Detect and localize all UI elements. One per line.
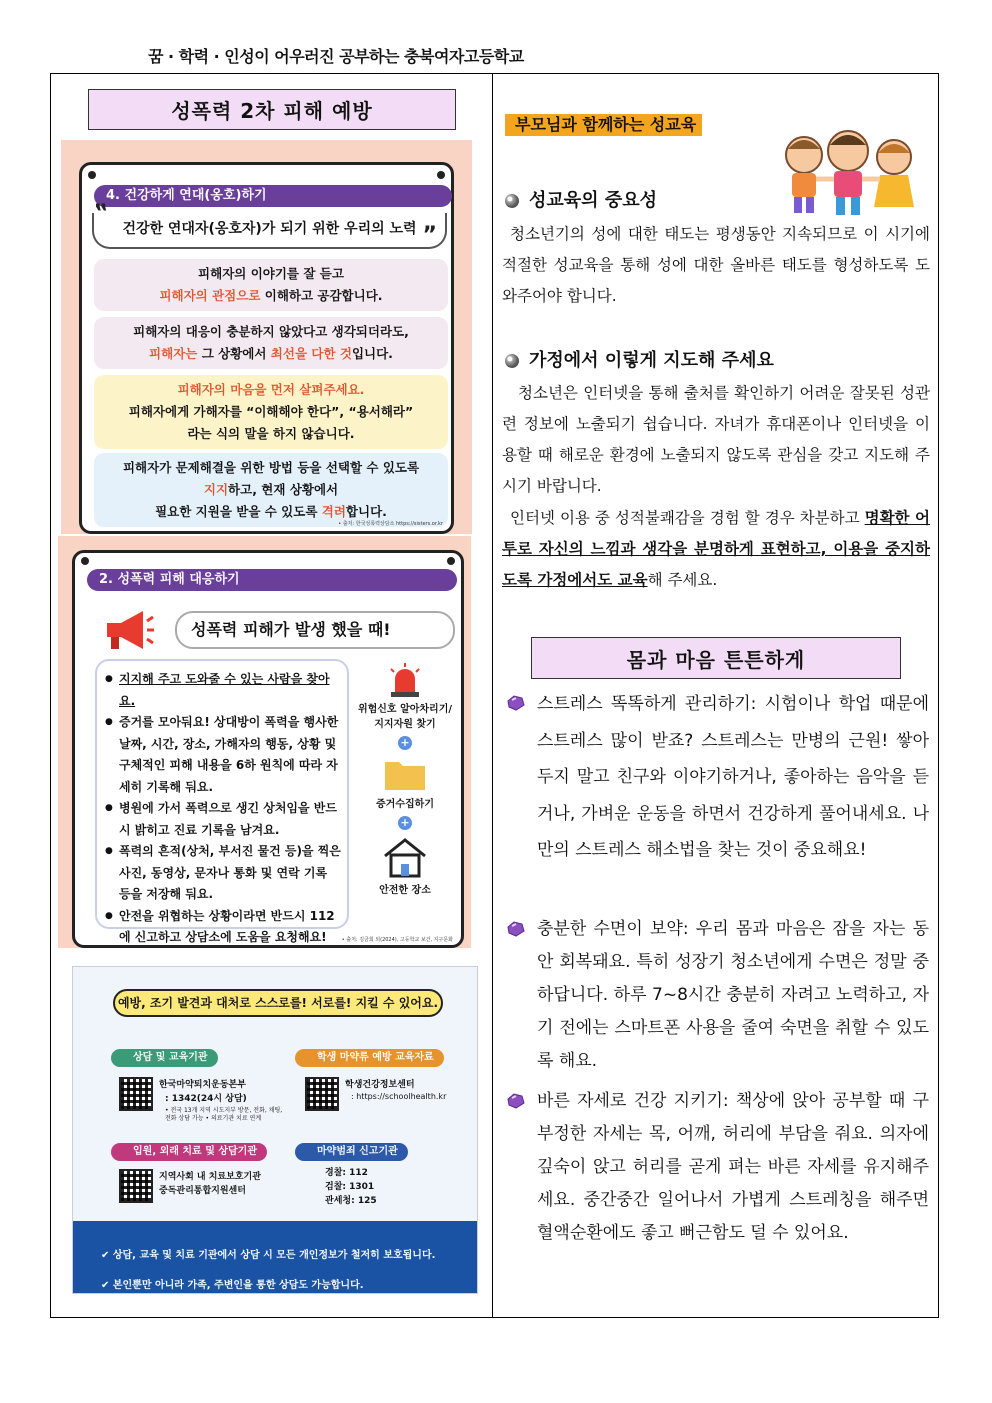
poster-box bbox=[94, 259, 448, 311]
list-item-text: 안전을 위협하는 상황이라면 반드시 112에 신고하고 상담소에 도움을 요청해요! bbox=[119, 908, 335, 944]
quote-open-icon: ‟ bbox=[94, 201, 109, 226]
box-text: 피해자에게 가해자를 “이해해야 한다”, “용서해라” bbox=[128, 404, 414, 419]
org-url: : https://schoolhealth.kr bbox=[351, 1092, 447, 1101]
poster-card bbox=[72, 550, 464, 948]
paragraph-text: 인터넷 이용 중 성적불쾌감을 경험 할 경우 차분하고 bbox=[510, 509, 865, 527]
step-label: 안전한 장소 bbox=[379, 885, 431, 896]
box-text: 그 상황에서 bbox=[197, 346, 271, 361]
box-text: 입니다. bbox=[351, 346, 393, 361]
list-item bbox=[105, 798, 341, 841]
folder-icon bbox=[383, 756, 427, 792]
heading-importance bbox=[505, 186, 657, 212]
box-text: 필요한 지원을 받을 수 있도록 bbox=[155, 504, 322, 519]
poster-headline: 성폭력 피해가 발생 했을 때! bbox=[175, 611, 455, 649]
response-steps bbox=[355, 663, 455, 896]
heading-text: 성교육의 중요성 bbox=[529, 190, 657, 211]
poster-bar: 4. 건강하게 연대(옹호)하기 bbox=[94, 185, 452, 207]
pin-dot bbox=[447, 557, 455, 565]
footer-note: ✔ 본인뿐만 아니라 가족, 주변인을 통한 상담도 가능합니다. bbox=[101, 1280, 364, 1291]
megaphone-icon bbox=[103, 609, 155, 653]
paragraph-internet bbox=[502, 503, 930, 596]
box-text: 합니다. bbox=[345, 504, 387, 519]
highlight-text: 피해자의 마음을 먼저 살펴주세요. bbox=[177, 382, 365, 397]
org-name: 한국마약퇴치운동본부 bbox=[159, 1080, 246, 1090]
poster-card bbox=[79, 162, 454, 534]
poster-quote-title: 건강한 연대자(옹호자)가 되기 위한 우리의 노력 bbox=[92, 213, 447, 249]
gem-bullet-icon bbox=[506, 921, 526, 937]
plus-icon: + bbox=[398, 736, 412, 750]
emphasis-text: 명확한 어투로 자신의 느낌과 생각을 분명하게 표현하고, 이용을 중지하도록 가정에서도 교육 bbox=[502, 509, 930, 589]
org-name: 지역사회 내 치료보호기관 bbox=[159, 1172, 261, 1182]
pin-dot bbox=[81, 557, 89, 565]
category-tag: 마약범죄 신고기관 bbox=[295, 1143, 408, 1161]
report-police: 경찰: 112 bbox=[325, 1168, 368, 1178]
org-name: 학생건강정보센터 bbox=[345, 1080, 415, 1090]
gem-bullet-icon bbox=[506, 1093, 526, 1109]
list-item-text: 폭력의 흔적(상처, 부서진 물건 등)을 찍은 사진, 동영상, 문자나 통화 및 연락 기록 등을 저장해 둬요. bbox=[119, 844, 341, 901]
paragraph-text: 해 주세요. bbox=[647, 571, 718, 589]
poster-box bbox=[94, 453, 448, 527]
category-tag: 입원, 외래 치료 및 상담기관 bbox=[111, 1143, 267, 1161]
box-text bbox=[94, 343, 448, 365]
box-text bbox=[94, 285, 448, 307]
category-tag: 학생 마약류 예방 교육자료 bbox=[295, 1049, 444, 1067]
poster-response bbox=[58, 536, 471, 948]
paragraph-importance: 청소년기의 성에 대한 태도는 평생동안 지속되므로 이 시기에 적절한 성교육을 통해 성에 대한 올바른 태도를 형성하도록 도와주어야 합니다. bbox=[502, 225, 930, 305]
footer-note: ✔ 상담, 교육 및 치료 기관에서 상담 시 모든 개인정보가 철저히 보호됩니다. bbox=[101, 1250, 436, 1261]
highlight-text: 지지 bbox=[203, 482, 229, 497]
paragraph-home-guidance: 청소년은 인터넷을 통해 출처를 확인하기 어려운 잘못된 성관련 정보에 노출되기 쉽습니다. 자녀가 휴대폰이나 인터넷을 이용할 때 해로운 환경에 노출되지 않도록 관심을 갖고 지도해 주시기 바랍니다. bbox=[502, 384, 930, 495]
org-note: • 전국 13개 지역 시도지부 방문, 전화, 채팅, 전화 상담 가능 • 의료기관 치료 연계 bbox=[165, 1107, 283, 1122]
box-text: 피해자의 이야기를 잘 듣고 bbox=[198, 266, 344, 281]
health-item-posture: 바른 자세로 건강 지키기: 책상에 앉아 공부할 때 구부정한 자세는 목, 어깨, 허리에 부담을 줘요. 의자에 깊숙이 앉고 허리를 곧게 펴는 바른 자세를 유지해주세요. 중간중간 일어나서 가볍게 스트레칭을 해주면 혈액순환에도 좋고 뻐근함도 덜 수 있어요. bbox=[537, 1091, 929, 1243]
plus-icon: + bbox=[398, 816, 412, 830]
box-text: 이해하고 공감합니다. bbox=[260, 288, 383, 303]
heading-text: 가정에서 이렇게 지도해 주세요 bbox=[529, 350, 774, 371]
list-item-text: 증거를 모아둬요! 상대방이 폭력을 행사한 날짜, 시간, 장소, 가해자의 행동, 상황 및 구체적인 피해 내용을 6하 원칙에 따라 자세히 기록해 둬요. bbox=[119, 715, 339, 794]
report-customs: 관세청: 125 bbox=[325, 1196, 377, 1206]
org-phone: : 1342(24시 상담) bbox=[165, 1094, 247, 1104]
poster-solidarity bbox=[61, 140, 472, 534]
pin-dot bbox=[437, 171, 445, 179]
quote-close-icon: ” bbox=[422, 223, 437, 248]
circle-bullet-icon bbox=[505, 354, 519, 368]
list-item bbox=[105, 669, 341, 712]
step-label: 위험신호 알아차리기/ 지지자원 찾기 bbox=[357, 704, 453, 730]
circle-bullet-icon bbox=[505, 194, 519, 208]
poster-drug-prevention bbox=[72, 966, 478, 1294]
right-section-title: 부모님과 함께하는 성교육 bbox=[505, 114, 702, 136]
box-text: 피해자의 대응이 충분하지 않았다고 생각되더라도, bbox=[133, 324, 409, 339]
poster-box bbox=[94, 375, 448, 449]
left-section-title: 성폭력 2차 피해 예방 bbox=[88, 89, 456, 130]
list-item bbox=[105, 841, 341, 906]
poster-bar: 2. 성폭력 피해 대응하기 bbox=[87, 569, 457, 591]
highlight-text: 피해자의 관점으로 bbox=[159, 288, 261, 303]
pin-dot bbox=[88, 171, 96, 179]
gem-bullet-icon bbox=[506, 695, 526, 711]
qr-code bbox=[305, 1077, 339, 1111]
qr-code bbox=[119, 1077, 153, 1111]
highlight-text: 최선을 다한 것 bbox=[270, 346, 352, 361]
box-text bbox=[94, 479, 448, 501]
health-section-title: 몸과 마음 튼튼하게 bbox=[531, 637, 901, 679]
health-item-sleep: 충분한 수면이 보약: 우리 몸과 마음은 잠을 자는 동안 회복돼요. 특히 성장기 청소년에게 수면은 정말 중 하답니다. 하루 7~8시간 충분히 자려고 노력하고, 자기 전에는 스마트폰 사용을 줄여 숙면을 취할 수 있도록 해요. bbox=[537, 919, 929, 1071]
poster-source: • 출처: 한국성폭력상담소 https://sisters.or.kr bbox=[338, 521, 443, 527]
list-item bbox=[105, 712, 341, 798]
poster-footer bbox=[73, 1221, 478, 1294]
org-name: 중독관리통합지원센터 bbox=[159, 1186, 246, 1196]
list-item-text: 지지해 주고 도와줄 수 있는 사람을 찾아요. bbox=[119, 672, 330, 708]
step-label: 증거수집하기 bbox=[376, 799, 434, 810]
house-icon bbox=[381, 836, 429, 878]
heading-home-guidance bbox=[505, 346, 774, 372]
report-prosecution: 검찰: 1301 bbox=[325, 1182, 375, 1192]
box-text: 라는 식의 말을 하지 않습니다. bbox=[187, 426, 355, 441]
poster-banner: 예방, 조기 발견과 대처로 스스로를! 서로를! 지킬 수 있어요. bbox=[113, 989, 443, 1017]
poster-source: • 출처: 김금희 외(2024), 고등학교 보건, 지구문화 bbox=[341, 937, 453, 943]
box-text: 하고, 현재 상황에서 bbox=[228, 482, 339, 497]
health-item-stress: 스트레스 똑똑하게 관리하기: 시험이나 학업 때문에 스트레스 많이 받죠? 스트레스는 만병의 근원! 쌓아두지 말고 친구와 이야기하거나, 좋아하는 음악을 듣거나, 가벼운 운동을 하면서 건강하게 풀어내세요. 나만의 스트레스 해소법을 찾는 것이 중요해요! bbox=[537, 694, 929, 860]
highlight-text: 피해자는 bbox=[149, 346, 198, 361]
qr-code bbox=[119, 1169, 153, 1203]
category-tag: 상담 및 교육기관 bbox=[111, 1049, 218, 1067]
column-divider bbox=[492, 73, 493, 1318]
list-item bbox=[105, 906, 341, 949]
highlight-text: 격려 bbox=[321, 504, 346, 519]
siren-icon bbox=[385, 663, 425, 697]
list-item-text: 병원에 가서 폭력으로 생긴 상처임을 반드시 밝히고 진료 기록을 남겨요. bbox=[119, 801, 337, 837]
response-list bbox=[95, 659, 349, 944]
poster-box bbox=[94, 317, 448, 369]
page-header: 꿈 · 학력 · 인성이 어우러진 공부하는 충북여자고등학교 bbox=[148, 47, 524, 66]
box-text: 피해자가 문제해결을 위한 방법 등을 선택할 수 있도록 bbox=[122, 460, 420, 475]
children-illustration bbox=[776, 127, 936, 221]
